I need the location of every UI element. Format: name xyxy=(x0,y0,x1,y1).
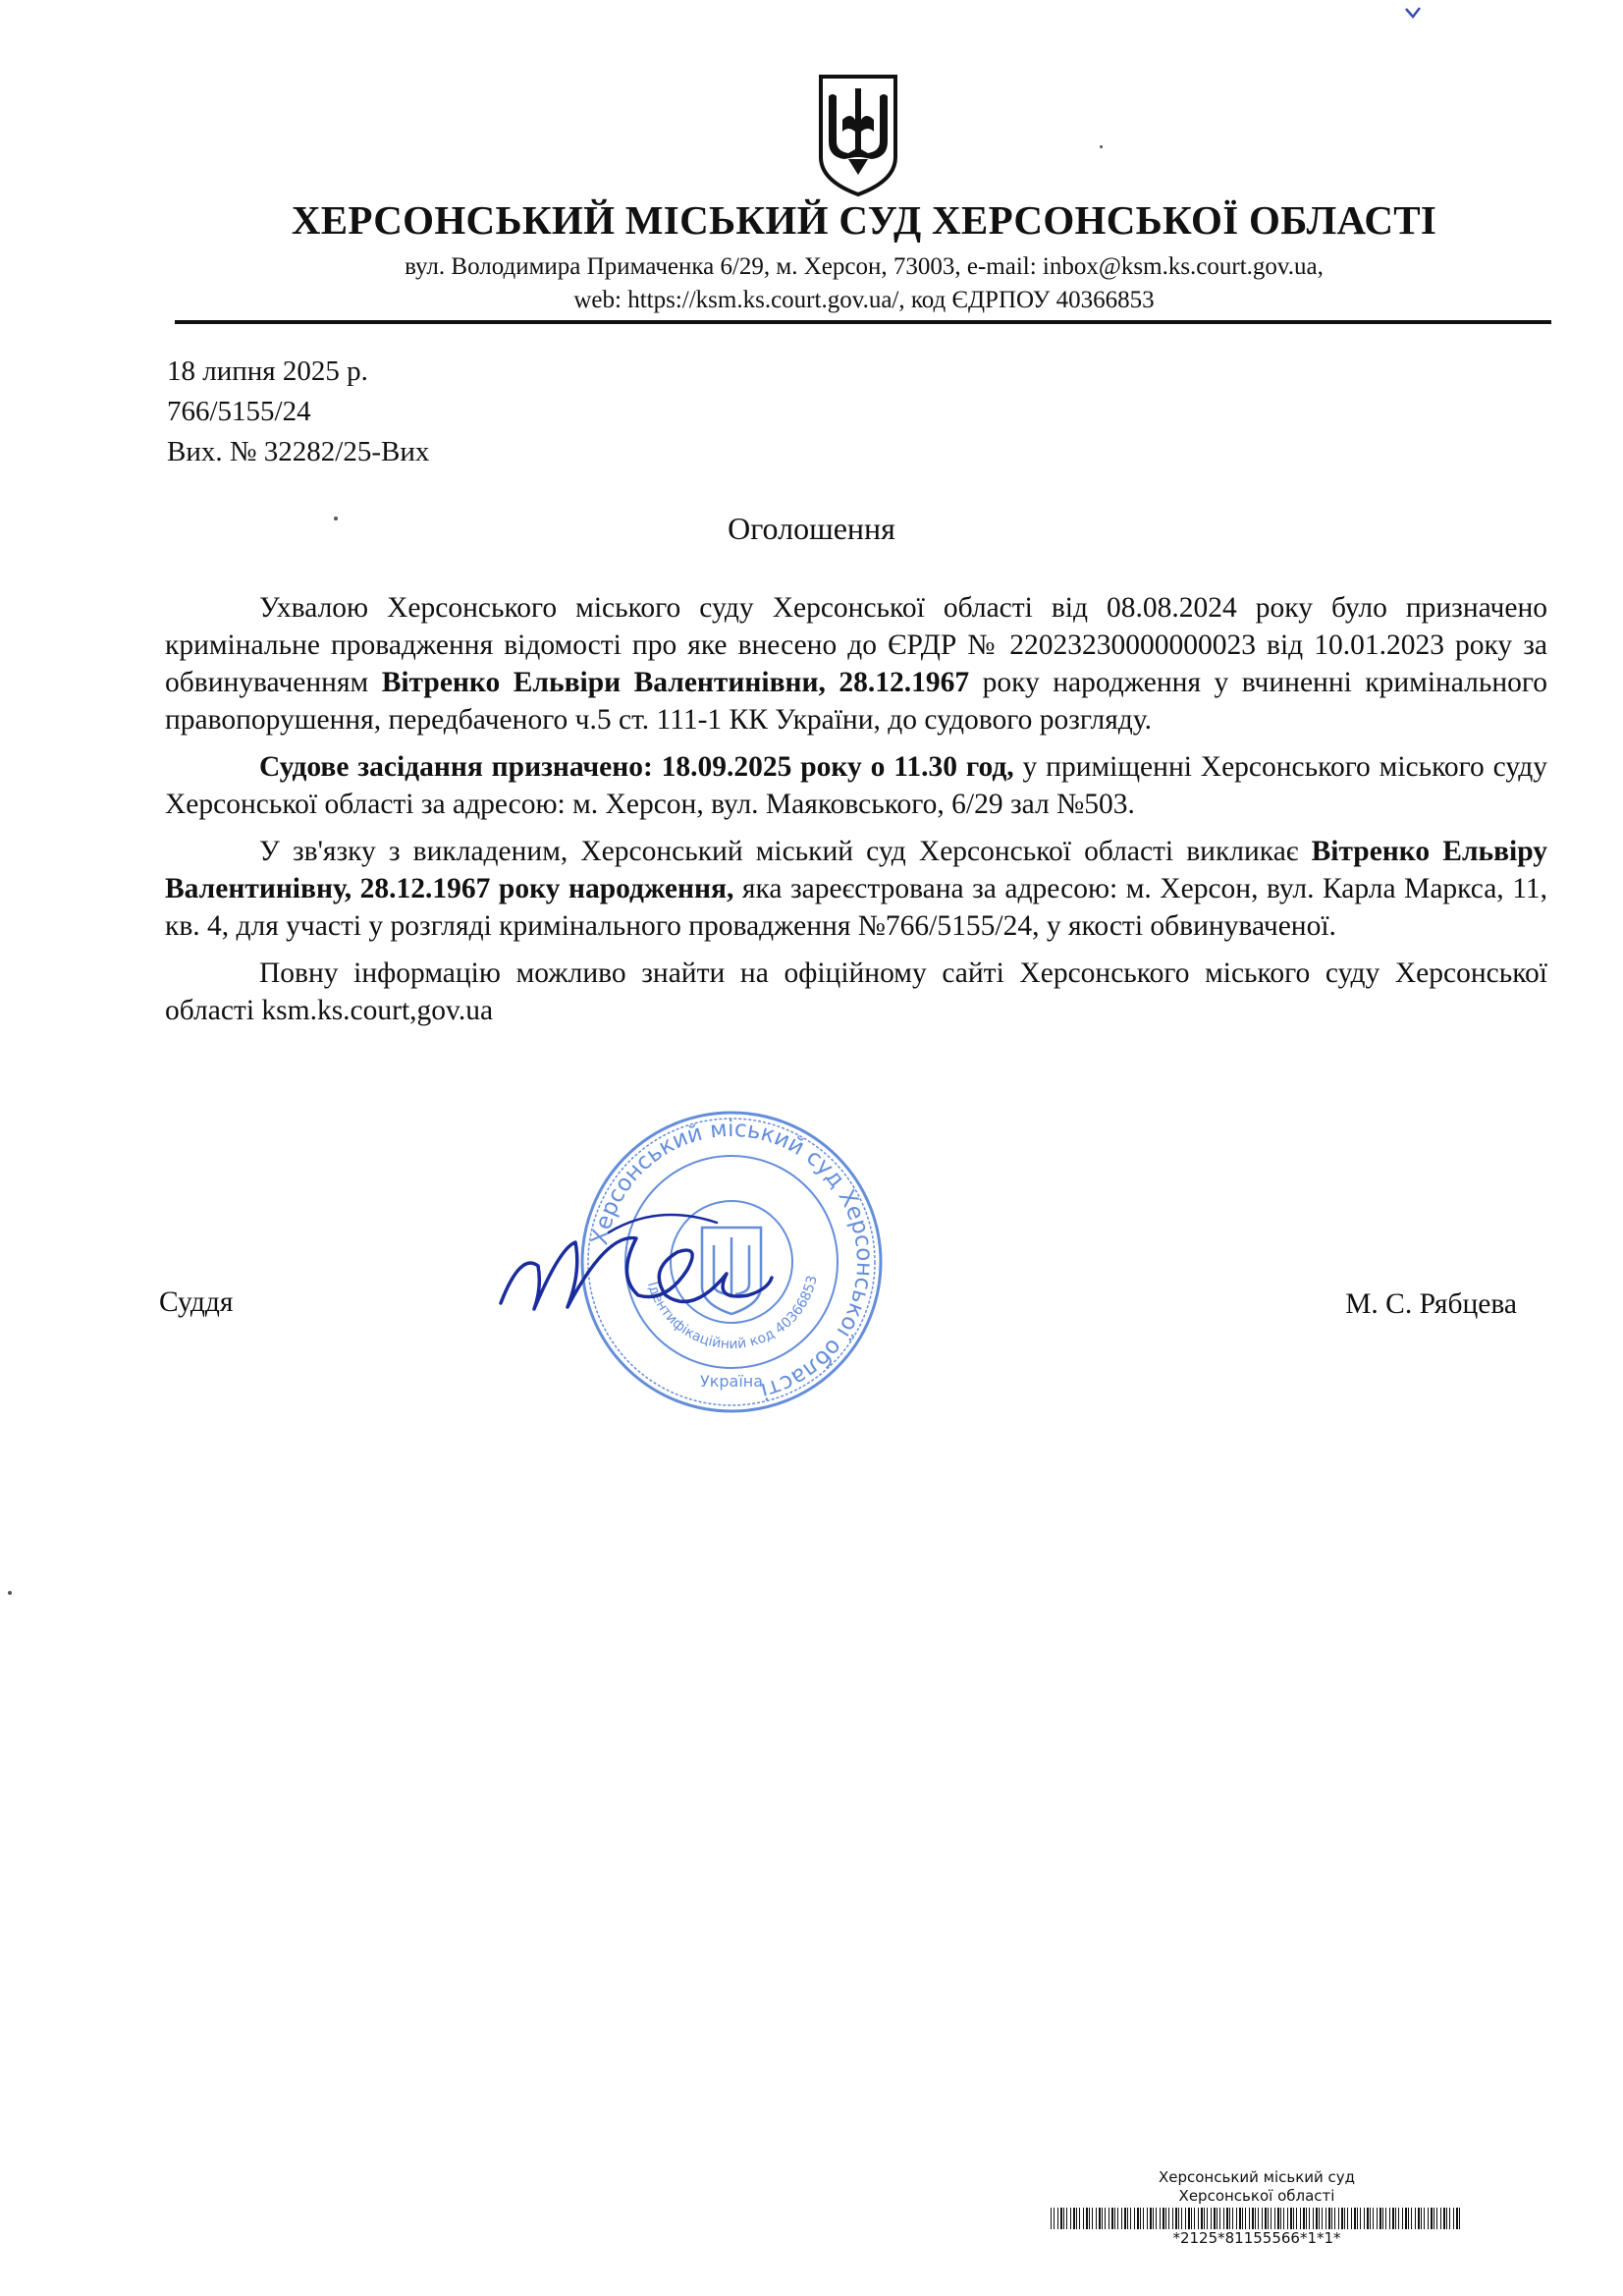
paragraph-1 xyxy=(165,589,1547,738)
barcode-bar xyxy=(1168,2208,1169,2229)
case-number: 766/5155/24 xyxy=(167,396,311,427)
header-divider xyxy=(175,320,1551,324)
barcode-bar xyxy=(1328,2208,1330,2229)
barcode-bar xyxy=(1105,2208,1106,2229)
scan-speck xyxy=(1100,145,1103,148)
barcode-bar xyxy=(1392,2208,1394,2229)
barcode-bar xyxy=(1130,2208,1131,2229)
announcement-body xyxy=(165,589,1547,1039)
court-address-line-1: вул. Володимира Примаченка 6/29, м. Херсон, 73003, e-mail: inbox@ksm.ks.court.gov.ua, xyxy=(405,253,1324,280)
barcode-bar xyxy=(1354,2208,1356,2229)
barcode-bar xyxy=(1054,2208,1055,2229)
barcode-bar xyxy=(1076,2208,1077,2229)
barcode-bar xyxy=(1449,2208,1450,2229)
barcode-bar xyxy=(1086,2208,1088,2229)
barcode-bar xyxy=(1436,2208,1437,2229)
registry-stamp xyxy=(1041,2168,1473,2247)
barcode-bar xyxy=(1277,2208,1279,2229)
barcode-bar xyxy=(1207,2208,1208,2229)
barcode-bar xyxy=(1147,2208,1148,2229)
barcode-bar xyxy=(1290,2208,1292,2229)
court-address-line-2: web: https://ksm.ks.court.gov.ua/, код ЄДРПОУ 40366853 xyxy=(573,287,1155,313)
barcode-bar xyxy=(1367,2208,1369,2229)
barcode-bar xyxy=(1357,2208,1358,2229)
barcode-bar xyxy=(1415,2208,1416,2229)
outgoing-number: Вих. № 32282/25-Вих xyxy=(167,436,430,467)
barcode-bar xyxy=(1239,2208,1241,2229)
seal-outer-text: Херсонський міський суд Херсонської області xyxy=(587,1116,878,1404)
barcode-bar xyxy=(1331,2208,1332,2229)
barcode-bar xyxy=(1443,2208,1445,2229)
barcode-bar xyxy=(1111,2208,1113,2229)
barcode-bar xyxy=(1143,2208,1144,2229)
barcode-bar xyxy=(1226,2208,1228,2229)
barcode-bar xyxy=(1083,2208,1084,2229)
barcode-bar xyxy=(1245,2208,1246,2229)
barcode-bar xyxy=(1411,2208,1412,2229)
barcode-bar xyxy=(1382,2208,1383,2229)
barcode-bar xyxy=(1280,2208,1281,2229)
paragraph-1-defendant: Вітренко Ельвіри Валентинівни, 28.12.1967 xyxy=(381,667,970,698)
barcode-bar xyxy=(1424,2208,1425,2229)
barcode-bar xyxy=(1255,2208,1256,2229)
hearing-location: у приміщенні Херсонського міського суду Херсонської області за адресою: м. Херсон, вул. Маяковського, 6/29 зал №503. xyxy=(165,751,1547,820)
barcode-bar xyxy=(1283,2208,1284,2229)
barcode-bar xyxy=(1172,2208,1173,2229)
barcode-bar xyxy=(1079,2208,1080,2229)
barcode-bar xyxy=(1066,2208,1067,2229)
barcode-bar xyxy=(1398,2208,1399,2229)
hearing-date: Судове засідання призначено: 18.09.2025 року о 11.30 год, xyxy=(259,751,1014,783)
barcode-bar xyxy=(1364,2208,1365,2229)
barcode-bar xyxy=(1188,2208,1190,2229)
barcode-bar xyxy=(1456,2208,1458,2229)
barcode-icon xyxy=(1051,2208,1463,2229)
barcode-bar xyxy=(1236,2208,1237,2229)
barcode-bar xyxy=(1185,2208,1186,2229)
paragraph-1-end: року народження у вчиненні кримінального правопорушення, передбаченого ч.5 ст. 111-1 КК України, до судового розгляду. xyxy=(165,667,1547,736)
barcode-bar xyxy=(1319,2208,1320,2229)
barcode-bar xyxy=(1421,2208,1422,2229)
barcode-bar xyxy=(1373,2208,1374,2229)
paragraph-3 xyxy=(165,833,1547,945)
barcode-bar xyxy=(1428,2208,1429,2229)
barcode-bar xyxy=(1274,2208,1275,2229)
signer-name: М. С. Рябцева xyxy=(1345,1288,1517,1320)
barcode-bar xyxy=(1160,2208,1161,2229)
barcode-bar xyxy=(1322,2208,1323,2229)
barcode-bar xyxy=(1313,2208,1314,2229)
barcode-bar xyxy=(1334,2208,1335,2229)
barcode-bar xyxy=(1163,2208,1164,2229)
barcode-bar xyxy=(1303,2208,1305,2229)
barcode-bar xyxy=(1440,2208,1441,2229)
barcode-bar xyxy=(1124,2208,1126,2229)
barcode-bar xyxy=(1092,2208,1093,2229)
registry-code: *2125*81155566*1*1* xyxy=(1172,2229,1341,2247)
barcode-bar xyxy=(1341,2208,1343,2229)
barcode-bar xyxy=(1459,2208,1460,2229)
barcode-bar xyxy=(1063,2208,1064,2229)
barcode-bar xyxy=(1051,2208,1052,2229)
paragraph-1-text: Ухвалою Херсонського міського суду Херсонської області від 08.08.2024 року було призначено кримінальне провадження відомості про яке внесено до ЄРДР № 22023230000000023 від 10.01.2023 року за обвинуваченням xyxy=(165,592,1547,698)
barcode-bar xyxy=(1140,2208,1141,2229)
barcode-bar xyxy=(1380,2208,1381,2229)
registry-court-line-1: Херсонський міський суд xyxy=(1158,2168,1356,2186)
barcode-bar xyxy=(1265,2208,1267,2229)
barcode-bar xyxy=(1194,2208,1195,2229)
barcode-bar xyxy=(1156,2208,1157,2229)
barcode-bar xyxy=(1204,2208,1205,2229)
seal-country: Україна xyxy=(699,1372,764,1391)
paragraph-4-text: Повну інформацію можливо знайти на офіційному сайті Херсонського міського суду Херсонської області ksm.ks.court,gov.ua xyxy=(165,957,1547,1026)
registry-court-line-2: Херсонської області xyxy=(1178,2187,1335,2205)
paragraph-3-end: яка зареєстрована за адресою: м. Херсон, вул. Карла Маркса, 11, кв. 4, для участі у розгляді кримінального провадження №766/5155/24, у якості обвинуваченої. xyxy=(165,873,1547,942)
document-title: Оголошення xyxy=(728,511,895,546)
barcode-bar xyxy=(1316,2208,1318,2229)
barcode-bar xyxy=(1117,2208,1118,2229)
barcode-bar xyxy=(1057,2208,1058,2229)
barcode-bar xyxy=(1258,2208,1259,2229)
barcode-bar xyxy=(1268,2208,1269,2229)
document-date: 18 липня 2025 р. xyxy=(167,355,368,387)
barcode-bar xyxy=(1296,2208,1297,2229)
barcode-bar xyxy=(1408,2208,1409,2229)
barcode-bar xyxy=(1137,2208,1139,2229)
barcode-bar xyxy=(1405,2208,1407,2229)
barcode-bar xyxy=(1229,2208,1230,2229)
signer-role: Суддя xyxy=(159,1286,234,1318)
barcode-bar xyxy=(1418,2208,1420,2229)
barcode-bar xyxy=(1089,2208,1090,2229)
barcode-bar xyxy=(1293,2208,1294,2229)
barcode-bar xyxy=(1223,2208,1224,2229)
court-address xyxy=(177,250,1551,317)
paragraph-4 xyxy=(165,955,1547,1029)
barcode-bar xyxy=(1351,2208,1352,2229)
barcode-bar xyxy=(1150,2208,1152,2229)
barcode-bar xyxy=(1214,2208,1216,2229)
barcode-bar xyxy=(1249,2208,1250,2229)
court-name: ХЕРСОНСЬКИЙ МІСЬКИЙ СУД ХЕРСОНСЬКОЇ ОБЛАСТІ xyxy=(291,197,1437,243)
barcode-bar xyxy=(1178,2208,1179,2229)
barcode-bar xyxy=(1389,2208,1390,2229)
barcode-bar xyxy=(1181,2208,1182,2229)
barcode-bar xyxy=(1385,2208,1386,2229)
barcode-bar xyxy=(1165,2208,1166,2229)
barcode-bar xyxy=(1134,2208,1135,2229)
barcode-bar xyxy=(1360,2208,1361,2229)
barcode-bar xyxy=(1073,2208,1075,2229)
barcode-bar xyxy=(1446,2208,1447,2229)
barcode-bar xyxy=(1198,2208,1199,2229)
barcode-bar xyxy=(1262,2208,1263,2229)
barcode-bar xyxy=(1338,2208,1339,2229)
barcode-bar xyxy=(1309,2208,1310,2229)
barcode-bar xyxy=(1325,2208,1326,2229)
barcode-bar xyxy=(1402,2208,1403,2229)
barcode-bar xyxy=(1252,2208,1254,2229)
barcode-bar xyxy=(1232,2208,1233,2229)
barcode-bar xyxy=(1370,2208,1371,2229)
barcode-bar xyxy=(1175,2208,1177,2229)
barcode-bar xyxy=(1099,2208,1101,2229)
barcode-bar xyxy=(1431,2208,1433,2229)
barcode-bar xyxy=(1070,2208,1071,2229)
paragraph-3-start: У зв'язку з викладеним, Херсонський міський суд Херсонської області викликає xyxy=(259,836,1312,867)
barcode-bar xyxy=(1201,2208,1203,2229)
barcode-bar xyxy=(1121,2208,1122,2229)
scan-speck xyxy=(334,517,338,520)
barcode-bar xyxy=(1060,2208,1062,2229)
barcode-bar xyxy=(1300,2208,1301,2229)
barcode-bar xyxy=(1347,2208,1348,2229)
trident-emblem-icon xyxy=(815,71,901,198)
document-meta xyxy=(167,352,429,472)
barcode-bar xyxy=(1242,2208,1243,2229)
barcode-bar xyxy=(1102,2208,1103,2229)
barcode-bar xyxy=(1377,2208,1378,2229)
barcode-bar xyxy=(1306,2208,1307,2229)
barcode-bar xyxy=(1153,2208,1154,2229)
barcode-bar xyxy=(1344,2208,1345,2229)
barcode-bar xyxy=(1127,2208,1128,2229)
seal-inner-text: Ідентифікаційний код 40366853 xyxy=(643,1274,821,1353)
barcode-bar xyxy=(1219,2208,1220,2229)
barcode-bar xyxy=(1191,2208,1192,2229)
barcode-bar xyxy=(1211,2208,1212,2229)
barcode-bar xyxy=(1287,2208,1288,2229)
barcode-bar xyxy=(1096,2208,1097,2229)
scan-speck xyxy=(8,1591,12,1595)
barcode-bar xyxy=(1453,2208,1454,2229)
barcode-bar xyxy=(1114,2208,1115,2229)
scan-mark-icon xyxy=(1404,6,1422,20)
handwritten-signature xyxy=(491,1193,776,1331)
paragraph-2 xyxy=(165,748,1547,823)
barcode-bar xyxy=(1395,2208,1396,2229)
summoned-person: Вітренко Ельвіру Валентинівну, 28.12.1967 року народження, xyxy=(165,836,1547,904)
